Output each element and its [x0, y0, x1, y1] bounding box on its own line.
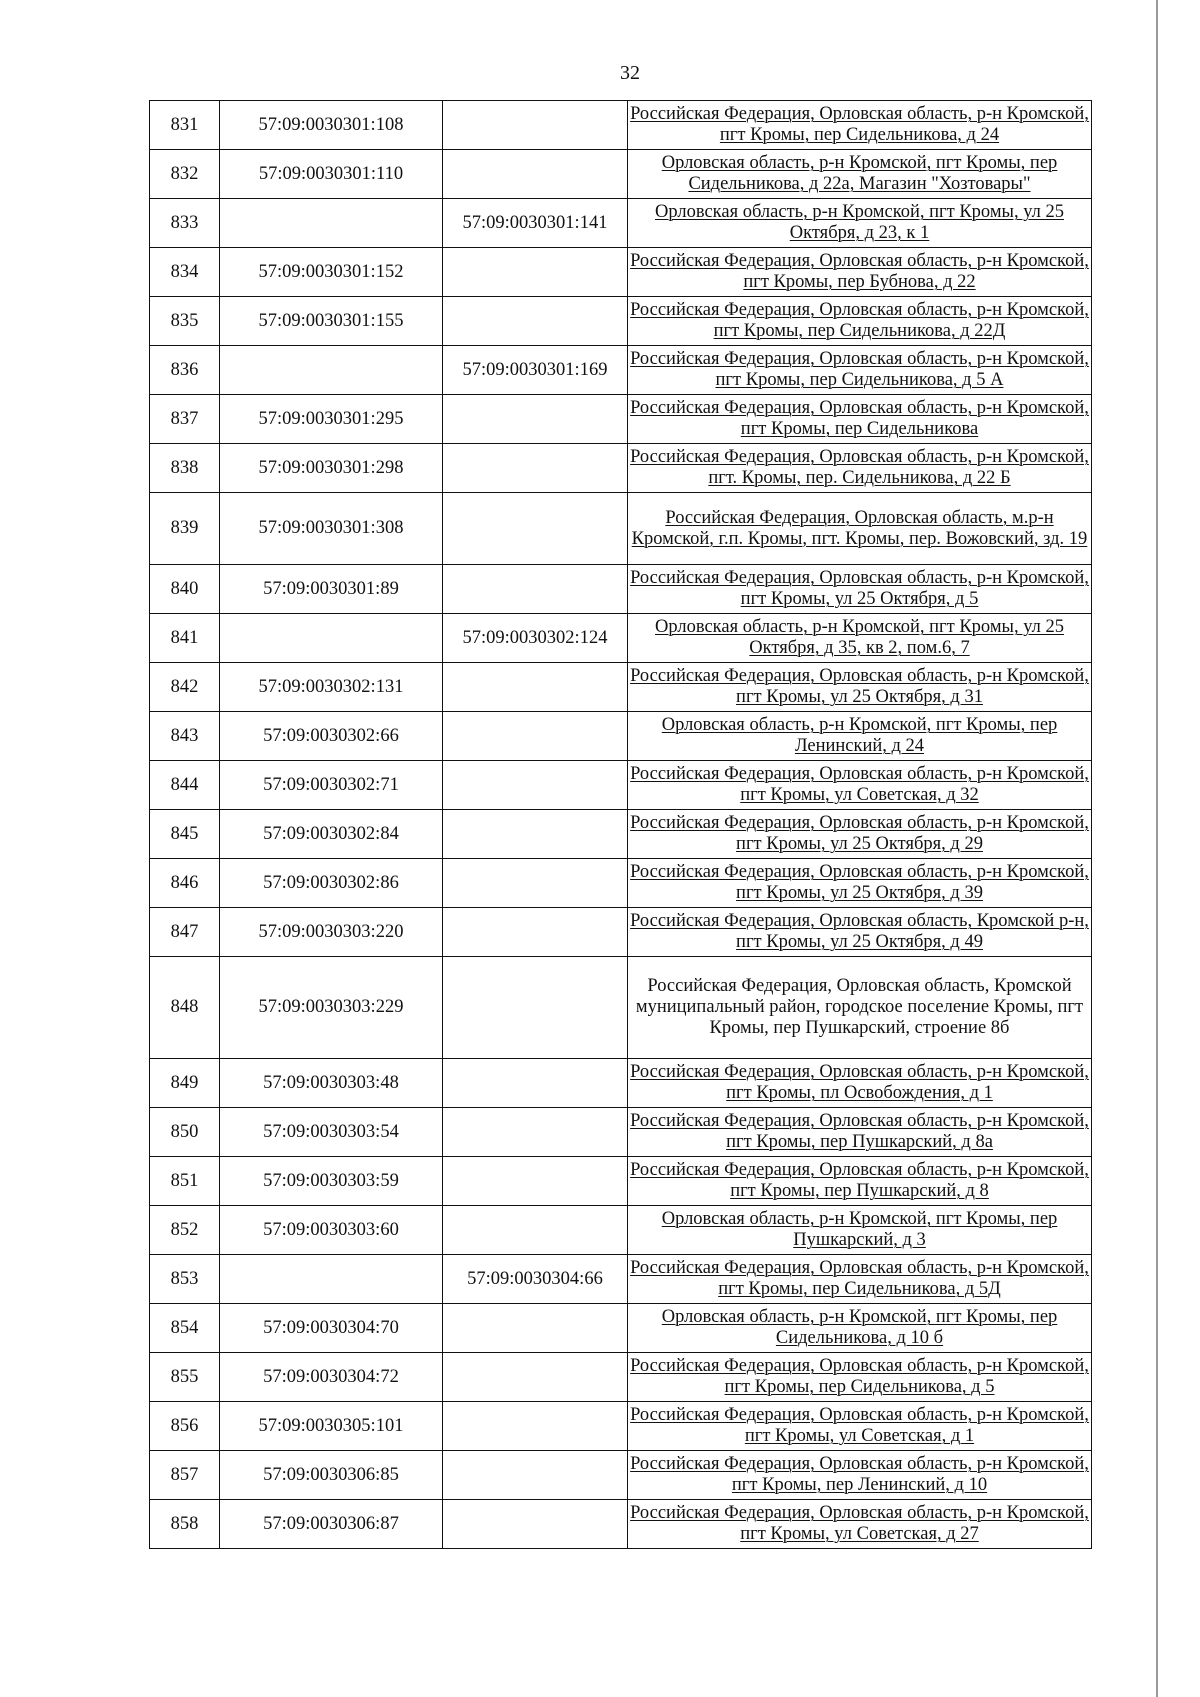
linked-cadastral-number	[443, 1157, 628, 1206]
page-edge-line	[1156, 0, 1158, 1697]
linked-cadastral-number	[443, 297, 628, 346]
row-number: 841	[150, 614, 220, 663]
table-row	[150, 1255, 1092, 1304]
address: Российская Федерация, Орловская область, р-н Кромской, пгт Кромы, пер Пушкарский, д 8	[628, 1157, 1092, 1206]
table-row	[150, 493, 1092, 565]
row-number: 855	[150, 1353, 220, 1402]
cadastral-number: 57:09:0030302:131	[220, 663, 443, 712]
address: Орловская область, р-н Кромской, пгт Кромы, пер Ленинский, д 24	[628, 712, 1092, 761]
cadastral-number: 57:09:0030301:298	[220, 444, 443, 493]
row-number: 851	[150, 1157, 220, 1206]
row-number: 832	[150, 150, 220, 199]
address: Российская Федерация, Орловская область, р-н Кромской, пгт Кромы, пер Бубнова, д 22	[628, 248, 1092, 297]
linked-cadastral-number	[443, 761, 628, 810]
table-row	[150, 810, 1092, 859]
address: Орловская область, р-н Кромской, пгт Кромы, пер Сидельникова, д 10 б	[628, 1304, 1092, 1353]
cadastral-number: 57:09:0030306:85	[220, 1451, 443, 1500]
table-row	[150, 712, 1092, 761]
table-row	[150, 346, 1092, 395]
address: Российская Федерация, Орловская область, р-н Кромской, пгт. Кромы, пер. Сидельникова, д 22 Б	[628, 444, 1092, 493]
linked-cadastral-number: 57:09:0030302:124	[443, 614, 628, 663]
cadastral-number: 57:09:0030302:84	[220, 810, 443, 859]
address: Российская Федерация, Орловская область, р-н Кромской, пгт Кромы, ул Советская, д 32	[628, 761, 1092, 810]
row-number: 836	[150, 346, 220, 395]
linked-cadastral-number	[443, 1451, 628, 1500]
cadastral-number: 57:09:0030303:60	[220, 1206, 443, 1255]
table-row	[150, 1402, 1092, 1451]
cadastral-number: 57:09:0030301:308	[220, 493, 443, 565]
table-row	[150, 1500, 1092, 1549]
cadastral-number: 57:09:0030306:87	[220, 1500, 443, 1549]
row-number: 831	[150, 101, 220, 150]
address: Российская Федерация, Орловская область, р-н Кромской, пгт Кромы, ул Советская, д 1	[628, 1402, 1092, 1451]
row-number: 835	[150, 297, 220, 346]
row-number: 843	[150, 712, 220, 761]
registry-table-body	[150, 101, 1092, 1549]
linked-cadastral-number	[443, 810, 628, 859]
row-number: 837	[150, 395, 220, 444]
row-number: 849	[150, 1059, 220, 1108]
table-row	[150, 1304, 1092, 1353]
table-row	[150, 1206, 1092, 1255]
linked-cadastral-number	[443, 1108, 628, 1157]
cadastral-number: 57:09:0030301:155	[220, 297, 443, 346]
row-number: 842	[150, 663, 220, 712]
table-row	[150, 1108, 1092, 1157]
address: Российская Федерация, Орловская область, р-н Кромской, пгт Кромы, пл Освобождения, д 1	[628, 1059, 1092, 1108]
row-number: 854	[150, 1304, 220, 1353]
row-number: 846	[150, 859, 220, 908]
address: Российская Федерация, Орловская область, р-н Кромской, пгт Кромы, пер Сидельникова	[628, 395, 1092, 444]
address: Орловская область, р-н Кромской, пгт Кромы, ул 25 Октября, д 23, к 1	[628, 199, 1092, 248]
linked-cadastral-number: 57:09:0030301:169	[443, 346, 628, 395]
address: Орловская область, р-н Кромской, пгт Кромы, пер Сидельникова, д 22а, Магазин "Хозтовары"	[628, 150, 1092, 199]
row-number: 856	[150, 1402, 220, 1451]
table-row	[150, 395, 1092, 444]
address: Российская Федерация, Орловская область, р-н Кромской, пгт Кромы, пер Сидельникова, д 5	[628, 1353, 1092, 1402]
linked-cadastral-number	[443, 859, 628, 908]
cadastral-number: 57:09:0030305:101	[220, 1402, 443, 1451]
table-row	[150, 859, 1092, 908]
linked-cadastral-number	[443, 565, 628, 614]
table-row	[150, 199, 1092, 248]
table-row	[150, 1451, 1092, 1500]
linked-cadastral-number	[443, 908, 628, 957]
address: Орловская область, р-н Кромской, пгт Кромы, ул 25 Октября, д 35, кв 2, пом.6, 7	[628, 614, 1092, 663]
cadastral-number	[220, 1255, 443, 1304]
row-number: 833	[150, 199, 220, 248]
registry-table	[149, 100, 1092, 1549]
row-number: 852	[150, 1206, 220, 1255]
table-row	[150, 297, 1092, 346]
linked-cadastral-number	[443, 1059, 628, 1108]
table-row	[150, 761, 1092, 810]
cadastral-number: 57:09:0030301:295	[220, 395, 443, 444]
address: Российская Федерация, Орловская область, р-н Кромской, пгт Кромы, пер Ленинский, д 10	[628, 1451, 1092, 1500]
row-number: 850	[150, 1108, 220, 1157]
linked-cadastral-number	[443, 1402, 628, 1451]
linked-cadastral-number	[443, 1206, 628, 1255]
address: Российская Федерация, Орловская область, р-н Кромской, пгт Кромы, пер Сидельникова, д 22Д	[628, 297, 1092, 346]
linked-cadastral-number: 57:09:0030304:66	[443, 1255, 628, 1304]
row-number: 834	[150, 248, 220, 297]
cadastral-number: 57:09:0030301:110	[220, 150, 443, 199]
cadastral-number: 57:09:0030302:66	[220, 712, 443, 761]
cadastral-number: 57:09:0030301:108	[220, 101, 443, 150]
linked-cadastral-number	[443, 444, 628, 493]
address: Российская Федерация, Орловская область, р-н Кромской, пгт Кромы, пер Сидельникова, д 5Д	[628, 1255, 1092, 1304]
table-row	[150, 101, 1092, 150]
cadastral-number: 57:09:0030301:89	[220, 565, 443, 614]
row-number: 840	[150, 565, 220, 614]
address: Российская Федерация, Орловская область, м.р-н Кромской, г.п. Кромы, пгт. Кромы, пер. Вожовский, зд. 19	[628, 493, 1092, 565]
cadastral-number: 57:09:0030302:71	[220, 761, 443, 810]
row-number: 848	[150, 957, 220, 1059]
table-row	[150, 908, 1092, 957]
page-number: 32	[620, 62, 640, 84]
cadastral-number: 57:09:0030304:72	[220, 1353, 443, 1402]
cadastral-number: 57:09:0030302:86	[220, 859, 443, 908]
row-number: 838	[150, 444, 220, 493]
address: Российская Федерация, Орловская область, р-н Кромской, пгт Кромы, ул 25 Октября, д 29	[628, 810, 1092, 859]
linked-cadastral-number	[443, 493, 628, 565]
cadastral-number: 57:09:0030301:152	[220, 248, 443, 297]
cadastral-number: 57:09:0030303:229	[220, 957, 443, 1059]
table-row	[150, 663, 1092, 712]
row-number: 847	[150, 908, 220, 957]
cadastral-number	[220, 346, 443, 395]
row-number: 839	[150, 493, 220, 565]
table-row	[150, 1353, 1092, 1402]
address: Российская Федерация, Орловская область, р-н Кромской, пгт Кромы, пер Сидельникова, д 5 А	[628, 346, 1092, 395]
row-number: 858	[150, 1500, 220, 1549]
table-row	[150, 565, 1092, 614]
address: Российская Федерация, Орловская область, р-н Кромской, пгт Кромы, ул 25 Октября, д 31	[628, 663, 1092, 712]
row-number: 844	[150, 761, 220, 810]
linked-cadastral-number	[443, 101, 628, 150]
table-row	[150, 1157, 1092, 1206]
cadastral-number: 57:09:0030303:48	[220, 1059, 443, 1108]
table-row	[150, 957, 1092, 1059]
linked-cadastral-number	[443, 395, 628, 444]
linked-cadastral-number: 57:09:0030301:141	[443, 199, 628, 248]
row-number: 853	[150, 1255, 220, 1304]
address: Российская Федерация, Орловская область, Кромской муниципальный район, городское поселение Кромы, пгт Кромы, пер Пушкарский, строение 8б	[628, 957, 1092, 1059]
table-row	[150, 614, 1092, 663]
cadastral-number	[220, 614, 443, 663]
linked-cadastral-number	[443, 248, 628, 297]
table-row	[150, 1059, 1092, 1108]
address: Российская Федерация, Орловская область, Кромской р-н, пгт Кромы, ул 25 Октября, д 49	[628, 908, 1092, 957]
table-row	[150, 150, 1092, 199]
address: Российская Федерация, Орловская область, р-н Кромской, пгт Кромы, пер Пушкарский, д 8а	[628, 1108, 1092, 1157]
table-row	[150, 248, 1092, 297]
row-number: 845	[150, 810, 220, 859]
address: Орловская область, р-н Кромской, пгт Кромы, пер Пушкарский, д 3	[628, 1206, 1092, 1255]
cadastral-number	[220, 199, 443, 248]
linked-cadastral-number	[443, 1500, 628, 1549]
cadastral-number: 57:09:0030303:220	[220, 908, 443, 957]
address: Российская Федерация, Орловская область, р-н Кромской, пгт Кромы, ул Советская, д 27	[628, 1500, 1092, 1549]
linked-cadastral-number	[443, 150, 628, 199]
linked-cadastral-number	[443, 957, 628, 1059]
linked-cadastral-number	[443, 663, 628, 712]
cadastral-number: 57:09:0030304:70	[220, 1304, 443, 1353]
linked-cadastral-number	[443, 712, 628, 761]
cadastral-number: 57:09:0030303:54	[220, 1108, 443, 1157]
cadastral-number: 57:09:0030303:59	[220, 1157, 443, 1206]
address: Российская Федерация, Орловская область, р-н Кромской, пгт Кромы, ул 25 Октября, д 39	[628, 859, 1092, 908]
linked-cadastral-number	[443, 1353, 628, 1402]
linked-cadastral-number	[443, 1304, 628, 1353]
table-row	[150, 444, 1092, 493]
address: Российская Федерация, Орловская область, р-н Кромской, пгт Кромы, пер Сидельникова, д 24	[628, 101, 1092, 150]
row-number: 857	[150, 1451, 220, 1500]
address: Российская Федерация, Орловская область, р-н Кромской, пгт Кромы, ул 25 Октября, д 5	[628, 565, 1092, 614]
